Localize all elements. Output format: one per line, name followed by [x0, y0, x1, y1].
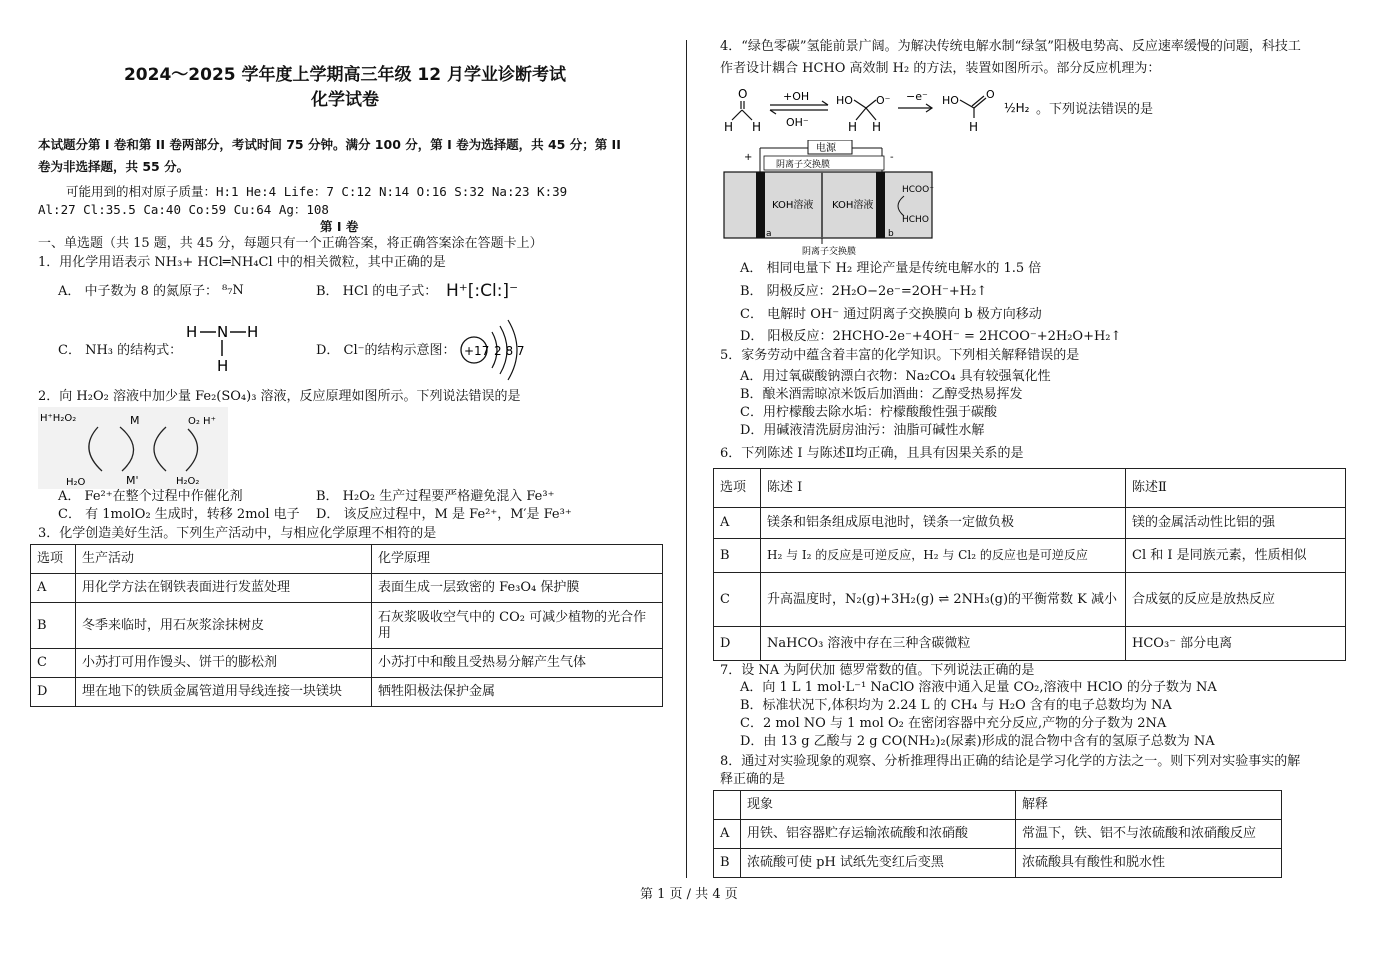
exam-intro-2: 卷为非选择题，共 55 分。 [38, 159, 190, 174]
cl-shells-label: 2 8 7 [494, 344, 525, 358]
nh3-h-bottom: H [217, 357, 229, 374]
q3-cell: 石灰浆吸收空气中的 CO₂ 可减少植物的光合作用 [372, 603, 663, 649]
svg-text:H: H [969, 120, 979, 134]
mech-eminus-label: −e⁻ [906, 90, 928, 103]
q5-option-d: D．用碱液清洗厨房油污：油脂可碱性水解 [740, 423, 985, 438]
section-title: 第 Ⅰ 卷 [320, 219, 359, 234]
part-title: 一、单选题（共 15 题，共 45 分，每题只有一个正确答案，将正确答案涂在答题卡上） [38, 236, 543, 251]
table-row [31, 649, 663, 678]
q1-option-a: A． 中子数为 8 的氮原子： [58, 284, 219, 299]
q1-option-a-symbol: ⁸₇N [222, 283, 244, 298]
atomic-masses-2: Al:27 Cl:35.5 Ca:40 Co:59 Cu:64 Ag：108 [38, 202, 329, 217]
q3-cell: A [31, 574, 76, 603]
exam-subject: 化学试卷 [311, 90, 379, 110]
q7-option-c: C．2 mol NO 与 1 mol O₂ 在密闭容器中充分反应,产物的分子数为 2NA [740, 716, 1167, 731]
svg-text:H: H [724, 120, 734, 134]
q4-option-d: D． 阳极反应：2HCHO-2e⁻+4OH⁻ = 2HCOO⁻+2H₂O+H₂↑ [740, 329, 1122, 344]
electrode-a-label: a [766, 229, 772, 239]
q2-stem: 2．向 H₂O₂ 溶液中加少量 Fe₂(SO₄)₃ 溶液，反应原理如图所示。下列说法错误的是 [38, 389, 521, 404]
q2-label-o2-h: O₂ H⁺ [188, 416, 216, 427]
q1-option-d: D． Cl⁻的结构示意图： [316, 343, 456, 358]
q2-label-m-prime: M' [126, 474, 139, 487]
q6-cell: HCO₃⁻ 部分电离 [1126, 627, 1346, 661]
q6-cell: H₂ 与 I₂ 的反应是可逆反应，H₂ 与 Cl₂ 的反应也是可逆反应 [761, 539, 1126, 573]
q4-option-a: A． 相同电量下 H₂ 理论产量是传统电解水的 1.5 倍 [740, 261, 1042, 276]
q5-stem: 5．家务劳动中蕴含着丰富的化学知识。下列相关解释错误的是 [720, 348, 1080, 363]
svg-text:H: H [872, 120, 882, 134]
q8-cell: 常温下，铁、铝不与浓硫酸和浓硝酸反应 [1016, 820, 1282, 849]
svg-text:+: + [744, 152, 753, 163]
membrane-bottom-label: 阴离子交换膜 [802, 247, 857, 256]
svg-text:H: H [752, 120, 762, 134]
q3-cell: 埋在地下的铁质金属管道用导线连接一块镁块 [76, 678, 372, 707]
q8-header-phenomenon: 现象 [741, 791, 1016, 820]
q3-cell: 用化学方法在钢铁表面进行发蓝处理 [76, 574, 372, 603]
q3-cell: D [31, 678, 76, 707]
svg-text:+OH: +OH [783, 90, 810, 103]
table-row [714, 627, 1346, 661]
membrane-top-label: 阴离子交换膜 [776, 160, 831, 170]
exam-intro: 本试题分第 I 卷和第 II 卷两部分，考试时间 75 分钟。满分 100 分，第 I 卷为选择题，共 45 分；第 II [38, 137, 621, 152]
nh3-h-right: H [247, 323, 259, 341]
q2-option-a: A． Fe²⁺在整个过程中作催化剂 [58, 489, 243, 504]
hcho-label: HCHO [902, 215, 929, 225]
q3-header-principle: 化学原理 [372, 545, 663, 574]
q8-cell: 浓硫酸可使 pH 试纸先变红后变黑 [741, 849, 1016, 878]
cl-ion-diagram [458, 316, 530, 386]
q7-option-a: A．向 1 L 1 mol·L⁻¹ NaClO 溶液中通入足量 CO₂,溶液中 HClO 的分子数为 NA [740, 680, 1217, 695]
mech-o-1: O [738, 87, 748, 101]
nh3-h-left: H [186, 323, 198, 341]
q3-cell: C [31, 649, 76, 678]
q4-stem-2: 作者设计耦合 HCHO 高效制 H₂ 的方法，装置如图所示。部分反应机理为： [720, 61, 1161, 76]
q8-stem: 8．通过对实验现象的观察、分析推理得出正确的结论是学习化学的方法之一。则下列对实验事实的解 [720, 754, 1301, 769]
q2-label-m: M [130, 414, 140, 427]
q4-stem-3: 。下列说法错误的是 [1036, 102, 1154, 117]
table-row [714, 508, 1346, 539]
q3-stem: 3．化学创造美好生活。下列生产活动中，与相应化学原理不相符的是 [38, 526, 437, 541]
nh3-structure [180, 322, 270, 374]
column-divider [686, 40, 687, 878]
q6-cell: NaHCO₃ 溶液中存在三种含碳微粒 [761, 627, 1126, 661]
q2-label-h2o: H₂O [66, 477, 86, 488]
q8-cell: 用铁、铝容器贮存运输浓硫酸和浓硝酸 [741, 820, 1016, 849]
q6-table [713, 468, 1346, 661]
exam-title: 2024～2025 学年度上学期高三年级 12 月学业诊断考试 [123, 65, 567, 85]
svg-text:HO: HO [836, 94, 853, 107]
q1-option-b-formula: H⁺[:Cl:]⁻ [446, 281, 519, 301]
q1-stem: 1．用化学用语表示 NH₃+ HCl═NH₄Cl 中的相关微粒，其中正确的是 [38, 255, 446, 270]
q7-stem: 7．设 NA 为阿伏加 德罗常数的值。下列说法正确的是 [720, 663, 1035, 678]
table-row [714, 849, 1282, 878]
q3-cell: 牺牲阳极法保护金属 [372, 678, 663, 707]
electrode-b-label: b [888, 229, 894, 239]
q2-option-c: C． 有 1molO₂ 生成时，转移 2mol 电子 [58, 507, 300, 522]
q6-cell: Cl 和 I 是同族元素，性质相似 [1126, 539, 1346, 573]
q8-stem-2: 释正确的是 [720, 772, 786, 787]
q3-table [30, 544, 663, 707]
q6-header-statement-1: 陈述 I [761, 469, 1126, 508]
q4-mechanism-diagram [720, 82, 1050, 134]
q6-cell: 镁条和铝条组成原电池时，镁条一定做负极 [761, 508, 1126, 539]
q2-label-h2o2: H₂O₂ [176, 476, 200, 487]
q7-option-b: B．标准状况下,体积均为 2.24 L 的 CH₄ 与 H₂O 含有的电子总数均为 NA [740, 698, 1172, 713]
q3-cell: 表面生成一层致密的 Fe₃O₄ 保护膜 [372, 574, 663, 603]
svg-text:HO: HO [942, 94, 959, 107]
q4-stem: 4．“绿色零碳”氢能前景广阔。为解决传统电解水制“绿氢”阳极电势高、反应速率缓慢的问题，科技工 [720, 39, 1301, 54]
table-row [31, 678, 663, 707]
table-row [714, 539, 1346, 573]
q6-cell: A [714, 508, 761, 539]
mech-half-h2: ½H₂ [1004, 101, 1030, 115]
mech-oh-label: OH⁻ [786, 116, 809, 129]
q8-cell: A [714, 820, 741, 849]
q7-option-d: D．由 13 g 乙酸与 2 g CO(NH₂)₂(尿素)形成的混合物中含有的氢原子总数为 NA [740, 734, 1215, 749]
q6-cell: C [714, 573, 761, 627]
q2-option-b: B． H₂O₂ 生产过程要严格避免混入 Fe³⁺ [316, 489, 555, 504]
q6-cell: B [714, 539, 761, 573]
q3-cell: 小苏打可用作馒头、饼干的膨松剂 [76, 649, 372, 678]
q2-cycle-diagram [38, 407, 228, 489]
cl-nucleus-label: +17 [464, 344, 490, 358]
table-row [714, 820, 1282, 849]
koh-right-label: KOH溶液 [832, 200, 874, 211]
q2-option-d: D． 该反应过程中，M 是 Fe²⁺，M′是 Fe³⁺ [316, 507, 572, 522]
page-number: 第 1 页 / 共 4 页 [640, 887, 738, 902]
q8-cell: B [714, 849, 741, 878]
svg-text:-: - [890, 152, 894, 163]
q4-electrolysis-apparatus [722, 140, 938, 256]
q1-option-b: B． HCl 的电子式： [316, 284, 438, 299]
atomic-masses-1: 可能用到的相对原子质量：H:1 He:4 Life：7 C:12 N:14 O:16 S:32 Na:23 K:39 [66, 184, 568, 199]
q3-header-activity: 生产活动 [76, 545, 372, 574]
table-row [714, 573, 1346, 627]
q6-cell: D [714, 627, 761, 661]
nh3-n: N [217, 323, 229, 341]
q6-cell: 升高温度时，N₂(g)+3H₂(g) ⇌ 2NH₃(g)的平衡常数 K 减小 [761, 573, 1126, 627]
svg-text:O⁻: O⁻ [876, 94, 891, 107]
q3-cell: 小苏打中和酸且受热易分解产生气体 [372, 649, 663, 678]
q8-table [713, 790, 1282, 878]
svg-text:O: O [986, 88, 995, 101]
q4-option-b: B． 阴极反应：2H₂O−2e⁻=2OH⁻+H₂↑ [740, 284, 988, 299]
q6-cell: 镁的金属活动性比铝的强 [1126, 508, 1346, 539]
q2-label-h-h2o2: H⁺H₂O₂ [40, 413, 77, 424]
q6-stem: 6．下列陈述 I 与陈述Ⅱ均正确，且具有因果关系的是 [720, 446, 1024, 461]
q8-header-explanation: 解释 [1016, 791, 1282, 820]
q5-option-a: A．用过氧碳酸钠漂白衣物：Na₂CO₄ 具有较强氧化性 [740, 369, 1051, 384]
q4-option-c: C． 电解时 OH⁻ 通过阴离子交换膜向 b 极方向移动 [740, 307, 1042, 322]
power-label: 电源 [816, 143, 836, 154]
koh-left-label: KOH溶液 [772, 200, 814, 211]
svg-text:H: H [848, 120, 858, 134]
table-row [31, 603, 663, 649]
q5-option-b: B．酿米酒需晾凉米饭后加酒曲：乙醇受热易挥发 [740, 387, 1023, 402]
table-row [31, 574, 663, 603]
q6-header-statement-2: 陈述Ⅱ [1126, 469, 1346, 508]
q8-cell: 浓硫酸具有酸性和脱水性 [1016, 849, 1282, 878]
q3-header-option: 选项 [31, 545, 76, 574]
q3-cell: B [31, 603, 76, 649]
q6-cell: 合成氨的反应是放热反应 [1126, 573, 1346, 627]
q5-option-c: C．用柠檬酸去除水垢：柠檬酸酸性强于碳酸 [740, 405, 997, 420]
q8-header-option [714, 791, 741, 820]
hcoo-label: HCOO⁻ [902, 185, 934, 195]
q3-cell: 冬季来临时，用石灰浆涂抹树皮 [76, 603, 372, 649]
q6-header-option: 选项 [714, 469, 761, 508]
q1-option-c: C． NH₃ 的结构式： [58, 343, 183, 358]
